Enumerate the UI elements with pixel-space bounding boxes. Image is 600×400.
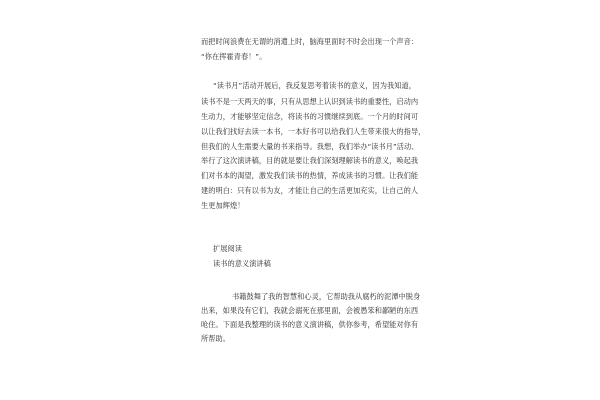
paragraph2-line-3: 呛住。下面是我整理的读书的意义演讲稿，供你参考，希望能对你有 — [201, 320, 419, 329]
intro-line-2: “你在挥霍青春！”。 — [201, 52, 267, 61]
paragraph2-line-4: 所帮助。 — [201, 334, 230, 343]
paragraph1-line-2: 读书不是一天两天的事，只有从思想上认识到读书的重要性，启动内 — [201, 97, 419, 106]
paragraph2-line-1: 书籍鼓舞了我的智慧和心灵，它帮助我从腐朽的泥潭中脱身 — [232, 292, 421, 301]
paragraph1-line-4: 以让我们找好去读一本书，一本好书可以给我们人生带来很大的指导， — [201, 127, 426, 136]
paragraph1-line-5: 但我们的人生需要大量的书来指导。我想，我们举办“读书月”活动、 — [201, 142, 419, 151]
paragraph1-line-9: 生更加辉煌！ — [201, 201, 245, 210]
intro-line-1: 而把时间浪费在无谓的消遣上时，脑海里面时不时会出现一个声音： — [201, 37, 419, 46]
paragraph1-line-8: 建的明白：只有以书为友，才能让自己的生活更加充实，让自己的人 — [201, 186, 419, 195]
paragraph1-line-1: “读书月”活动开展后，我反复思考着读书的意义，因为我知道， — [213, 81, 416, 90]
related-title: 读书的意义演讲稿 — [213, 259, 271, 268]
paragraph1-line-7: 们对书本的渴望，激发我们读书的热情，养成读书的习惯。让我们能 — [201, 171, 419, 180]
related-heading: 扩展阅读 — [213, 244, 242, 253]
paragraph2-line-2: 出来，如果没有它们，我就会溺死在那里面，会被愚笨和鄙陋的东西 — [201, 306, 419, 315]
paragraph1-line-6: 举行了这次演讲稿，目的就是要让我们深刻理解读书的意义，唤起我 — [201, 156, 419, 165]
paragraph1-line-3: 生动力，才能够坚定信念，将读书的习惯继续到底。一个月的时间可 — [201, 112, 419, 121]
